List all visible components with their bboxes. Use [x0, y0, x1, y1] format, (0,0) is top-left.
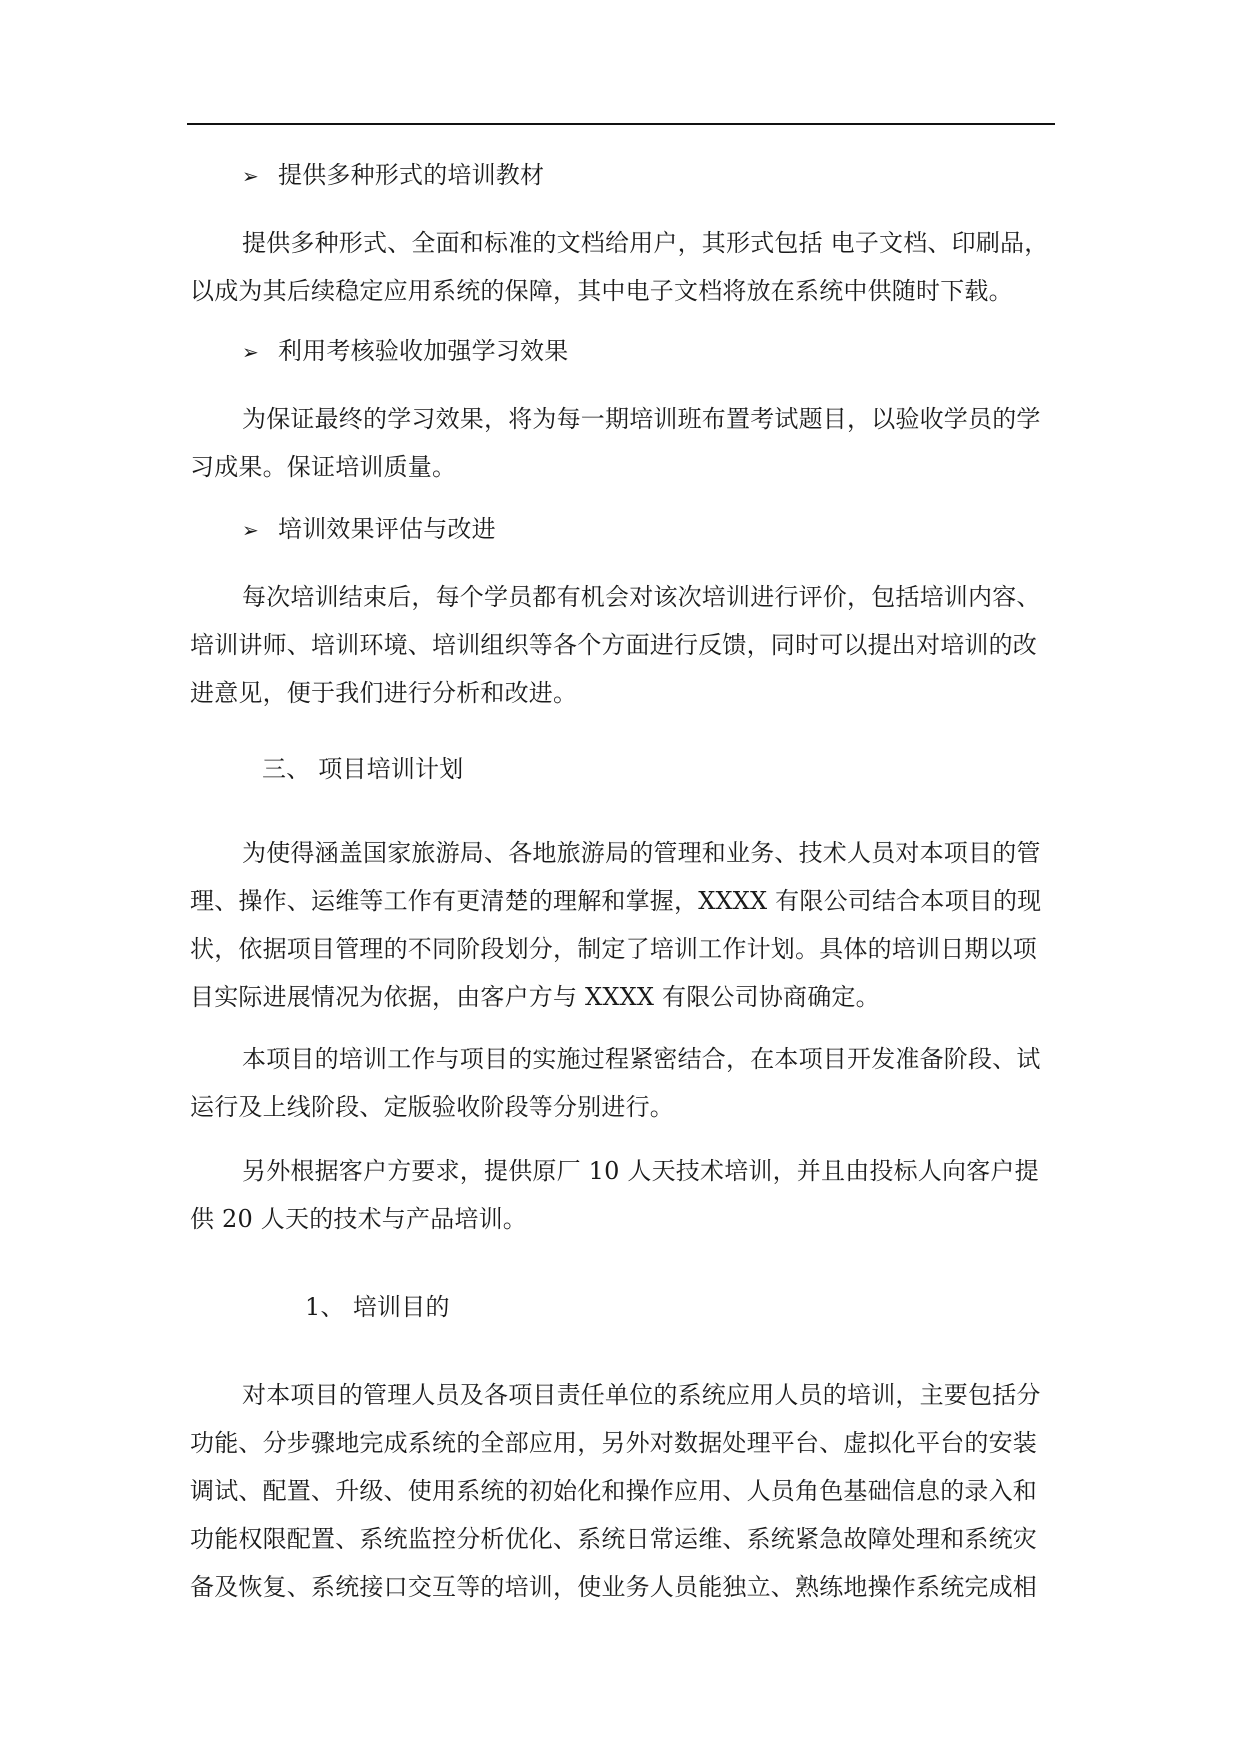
subsection-number: 1、 — [305, 1293, 345, 1321]
bullet-item-assessment — [242, 334, 1107, 369]
paragraph-line: 进意见，便于我们进行分析和改进。 — [190, 679, 578, 707]
paragraph-line: 目实际进展情况为依据，由客户方与 XXXX 有限公司协商确定。 — [190, 983, 880, 1011]
paragraph-line: 习成果。保证培训质量。 — [190, 453, 457, 481]
subsection-title: 培训目的 — [352, 1293, 450, 1321]
bullet-item-training-materials — [242, 158, 1107, 193]
paragraph-line: 供 20 人天的技术与产品培训。 — [190, 1205, 527, 1233]
paragraph-line: 本项目的培训工作与项目的实施过程紧密结合，在本项目开发准备阶段、试 — [242, 1045, 1041, 1073]
section-heading: 三、 项目培训计划 — [262, 755, 464, 783]
paragraph-line: 理、操作、运维等工作有更清楚的理解和掌握，XXXX 有限公司结合本项目的现 — [190, 887, 1042, 915]
paragraph-line: 调试、配置、升级、使用系统的初始化和操作应用、人员角色基础信息的录入和 — [190, 1477, 1037, 1505]
paragraph-line: 功能权限配置、系统监控分析优化、系统日常运维、系统紧急故障处理和系统灾 — [190, 1525, 1037, 1553]
paragraph-line: 状，依据项目管理的不同阶段划分，制定了培训工作计划。具体的培训日期以项 — [190, 935, 1037, 963]
paragraph-line: 运行及上线阶段、定版验收阶段等分别进行。 — [190, 1093, 674, 1121]
arrow-bullet-icon: ➢ — [242, 164, 259, 188]
paragraph-line: 另外根据客户方要求，提供原厂 10 人天技术培训，并且由投标人向客户提 — [242, 1157, 1039, 1185]
bullet-text: 培训效果评估与改进 — [278, 515, 496, 543]
paragraph-line: 提供多种形式、全面和标准的文档给用户，其形式包括 电子文档、印刷品， — [242, 229, 1049, 257]
paragraph-line: 培训讲师、培训环境、培训组织等各个方面进行反馈，同时可以提出对培训的改 — [190, 631, 1037, 659]
paragraph-line: 为保证最终的学习效果，将为每一期培训班布置考试题目，以验收学员的学 — [242, 405, 1041, 433]
paragraph-line: 功能、分步骤地完成系统的全部应用，另外对数据处理平台、虚拟化平台的安装 — [190, 1429, 1037, 1457]
paragraph-line: 以成为其后续稳定应用系统的保障，其中电子文档将放在系统中供随时下载。 — [190, 277, 1013, 305]
bullet-item-evaluation — [242, 512, 1107, 547]
paragraph-line: 对本项目的管理人员及各项目责任单位的系统应用人员的培训，主要包括分 — [242, 1381, 1041, 1409]
header-rule — [187, 123, 1055, 125]
paragraph-line: 备及恢复、系统接口交互等的培训，使业务人员能独立、熟练地操作系统完成相 — [190, 1573, 1037, 1601]
paragraph-line: 每次培训结束后，每个学员都有机会对该次培训进行评价，包括培训内容、 — [242, 583, 1041, 611]
arrow-bullet-icon: ➢ — [242, 518, 259, 542]
bullet-text: 提供多种形式的培训教材 — [278, 161, 545, 189]
bullet-text: 利用考核验收加强学习效果 — [278, 337, 569, 365]
arrow-bullet-icon: ➢ — [242, 340, 259, 364]
subsection-heading — [305, 1290, 1170, 1324]
paragraph-line: 为使得涵盖国家旅游局、各地旅游局的管理和业务、技术人员对本项目的管 — [242, 839, 1041, 867]
